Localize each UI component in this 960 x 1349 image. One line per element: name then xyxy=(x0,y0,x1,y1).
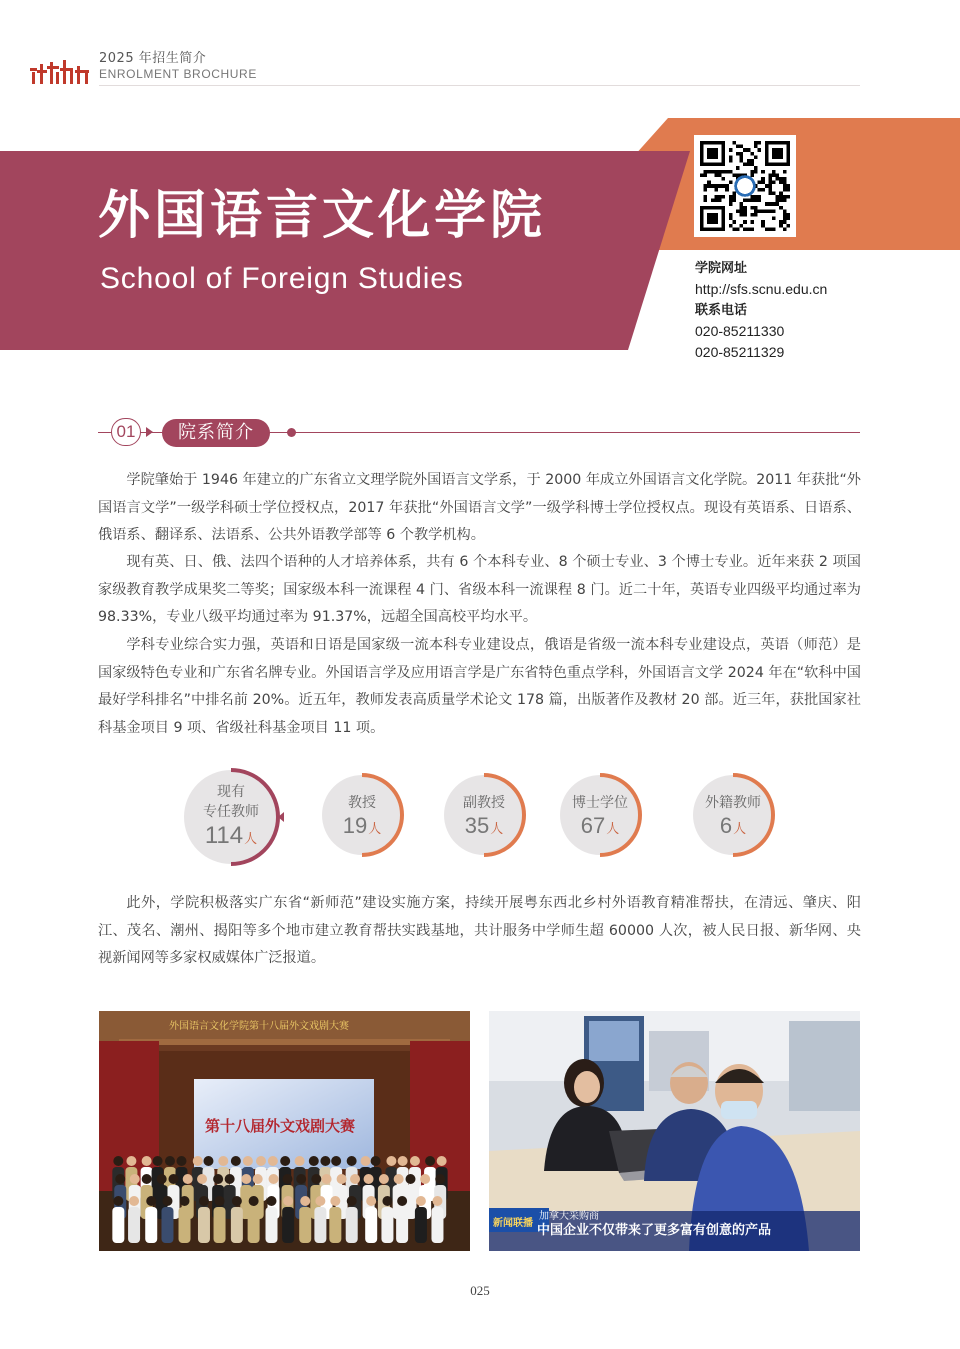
section-arrow-icon xyxy=(146,427,153,437)
stat-label: 教授 xyxy=(348,795,376,811)
stat-doctorates xyxy=(560,775,640,855)
stat-label: 博士学位 xyxy=(572,795,628,811)
stat-value: 114 xyxy=(204,822,244,849)
university-logo xyxy=(30,60,90,86)
news-broadcast-photo xyxy=(489,1011,860,1251)
section-dot-icon xyxy=(287,428,296,437)
stage-screen-text: 第十八届外文戏剧大赛 xyxy=(205,1117,356,1135)
brochure-year: 2025 年招生简介 xyxy=(99,51,207,66)
hall-banner-text: 外国语言文化学院第十八届外文戏剧大赛 xyxy=(169,1021,349,1032)
stat-unit: 人 xyxy=(733,822,747,837)
stat-unit: 人 xyxy=(606,822,620,837)
stat-value: 35 xyxy=(464,813,490,838)
intro-paragraph: 现有英、日、俄、法四个语种的人才培养体系，共有 6 个本科专业、8 个硕士专业、3 个博士专业。近年来获 2 项国家级教育教学成果奖二等奖；国家级本科一流课程 4 门、省级本科一流课程 8 门。近二十年，英语专业四级平均通过率为 98.33%，专业八级平均通过率为 91.37%，远超全国高校平均水平。 xyxy=(98,554,861,625)
news-caption-main: 中国企业不仅带来了更多富有创意的产品 xyxy=(537,1223,772,1238)
stat-professors xyxy=(322,775,402,855)
intro-paragraph: 学科专业综合实力强，英语和日语是国家级一流本科专业建设点，俄语是省级一流本科专业建设点，英语（师范）是国家级特色专业和广东省名牌专业。外国语言学及应用语言学是广东省特色重点学科，外国语言文学 2024 年在“软科中国最好学科排名”中排名前 20%。近五年，教师发表高质量学术论文 178 篇，出版著作及教材 20 部。近三年，获批国家社科基金项目 9 项、省级社科基金项目 11 项。 xyxy=(98,637,861,736)
qr-code xyxy=(694,135,796,237)
stat-label: 专任教师 xyxy=(203,804,259,820)
news-channel-logo: 新闻联播 xyxy=(493,1218,533,1229)
stat-associate-professors xyxy=(444,775,524,855)
stat-label: 副教授 xyxy=(463,795,505,811)
outreach-paragraph: 此外，学院积极落实广东省“新师范”建设实施方案，持续开展粤东西北乡村外语教育精准帮扶，在清远、肇庆、阳江、茂名、潮州、揭阳等多个地市建立教育帮扶实践基地，共计服务中学师生超 60000 人次，被人民日报、新华网、央视新闻网等多家权威媒体广泛报道。 xyxy=(98,895,861,966)
intro-paragraph: 学院肇始于 1946 年建立的广东省立文理学院外国语言文学系，于 2000 年成立外国语言文化学院。2011 年获批“外国语言文学”一级学科硕士学位授权点，2017 年获批“外国语言文学”一级学科博士学位授权点。现设有英语系、日语系、俄语系、翻译系、法语系、公共外语教学部等 6 个教学机构。 xyxy=(98,472,861,543)
stat-unit: 人 xyxy=(368,822,382,837)
stat-unit: 人 xyxy=(244,832,258,847)
news-caption-top: 加拿大采购商 xyxy=(539,1211,599,1222)
phone-label: 联系电话 xyxy=(695,303,748,318)
website-link[interactable]: http://sfs.scnu.edu.cn xyxy=(695,281,828,297)
stat-value: 67 xyxy=(580,813,606,838)
brochure-subtitle: ENROLMENT BROCHURE xyxy=(99,66,257,81)
drama-contest-photo xyxy=(99,1011,470,1251)
section-title: 院系简介 xyxy=(162,419,270,447)
school-title-en: School of Foreign Studies xyxy=(100,262,464,295)
stat-label: 现有 xyxy=(217,784,245,800)
contact-info xyxy=(695,258,827,363)
section-number: 01 xyxy=(111,418,141,446)
stat-total-teachers xyxy=(184,770,278,864)
phone-number: 020-85211329 xyxy=(695,344,785,360)
stat-value: 19 xyxy=(342,813,368,838)
stat-unit: 人 xyxy=(490,822,504,837)
stat-label: 外籍教师 xyxy=(705,795,761,811)
header-divider xyxy=(99,85,860,86)
school-title-cn: 外国语言文化学院 xyxy=(98,185,547,246)
stat-value: 6 xyxy=(719,813,733,838)
stat-foreign-teachers xyxy=(693,775,773,855)
maroon-band xyxy=(0,151,690,350)
phone-number: 020-85211330 xyxy=(695,323,785,339)
website-label: 学院网址 xyxy=(695,261,748,276)
page-number: 025 xyxy=(470,1283,490,1298)
brochure-header xyxy=(99,51,257,81)
